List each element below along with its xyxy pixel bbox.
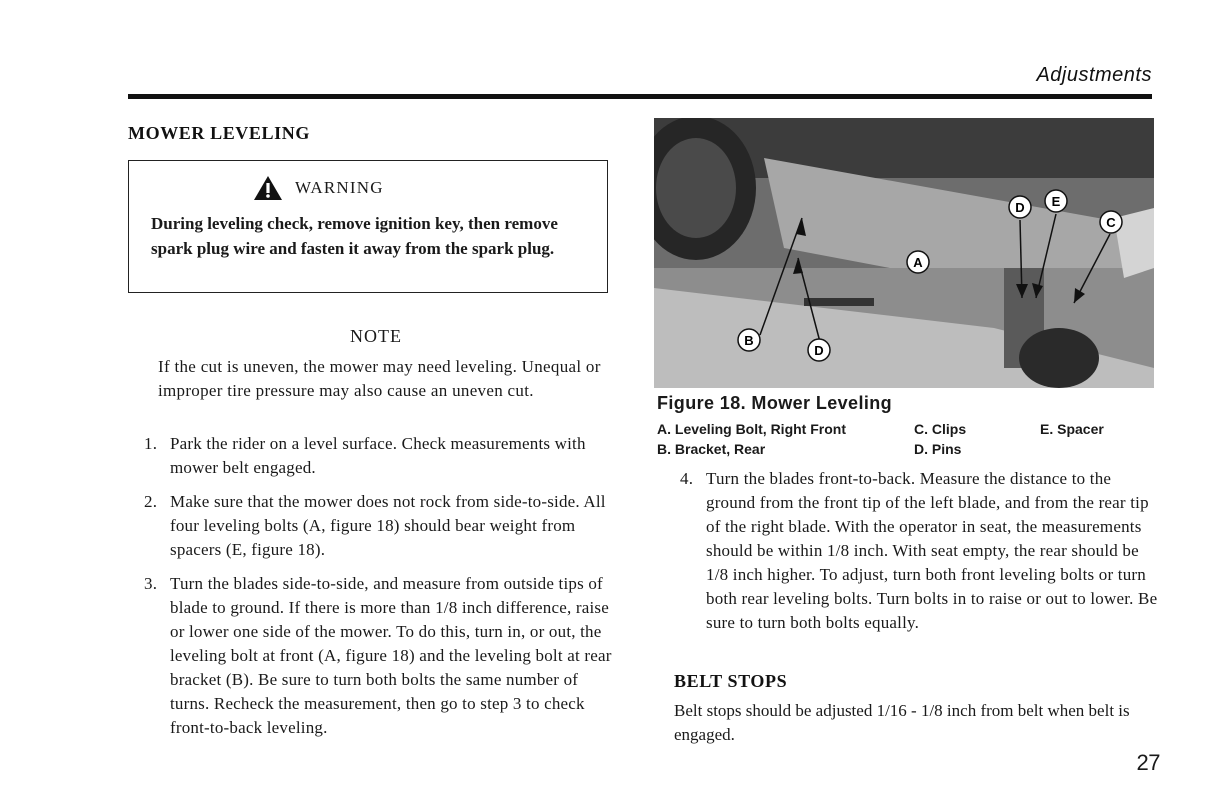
steps-list-right xyxy=(680,467,1158,645)
svg-text:C: C xyxy=(1106,215,1116,230)
warning-box xyxy=(128,160,608,293)
note-text: If the cut is uneven, the mower may need leveling. Unequal or improper tire pressure may also cause an uneven cut. xyxy=(158,357,601,400)
legend-c: C. Clips xyxy=(914,421,967,437)
step-text: Make sure that the mower does not rock from side-to-side. All four leveling bolts (A, figure 18) should bear weight from spacers (E, figure 18). xyxy=(170,492,606,559)
step-number: 4. xyxy=(680,469,694,488)
callout-a xyxy=(907,251,929,273)
legend-e: E. Spacer xyxy=(1040,421,1104,437)
callout-d-lower xyxy=(808,339,830,361)
callout-c xyxy=(1100,211,1122,233)
callout-d-upper xyxy=(1009,196,1031,218)
step-item xyxy=(144,490,622,562)
mower-photo xyxy=(654,118,1154,388)
step-text: Park the rider on a level surface. Check measurements with mower belt engaged. xyxy=(170,434,586,477)
note-label: NOTE xyxy=(350,326,402,346)
header-rule xyxy=(128,94,1152,99)
section-title: Adjustments xyxy=(1036,64,1152,86)
step-item xyxy=(144,572,622,740)
legend-b: B. Bracket, Rear xyxy=(657,441,766,457)
step-text: Turn the blades side-to-side, and measure from outside tips of blade to ground. If there is more than 1/8 inch difference, raise or lower one side of the mower. To do this, turn in, or out, the leveling bolt at front (A, figure 18) and the leveling bolt at rear bracket (B). Be sure to turn both bolts the same number of turns. Recheck the measurement, then go to step 3 to check front-to-back leveling. xyxy=(170,574,612,737)
step-item xyxy=(144,432,622,480)
step-number: 1. xyxy=(144,434,158,453)
page-number: 27 xyxy=(1136,750,1160,775)
step-item xyxy=(680,467,1158,635)
svg-text:D: D xyxy=(1015,200,1025,215)
warning-label: WARNING xyxy=(295,178,384,197)
figure-caption: Figure 18. Mower Leveling xyxy=(657,393,893,413)
step-text: Turn the blades front-to-back. Measure the distance to the ground from the front tip of the left blade, and from the rear tip of the right blade. With the operator in seat, the measurements should be within 1/8 inch. With seat empty, the rear should be 1/8 inch higher. To adjust, turn both front leveling bolts or turn both rear leveling bolts. Turn bolts in to raise or out to lower. Be sure to turn both bolts equally. xyxy=(706,469,1158,632)
svg-text:D: D xyxy=(814,343,824,358)
svg-text:E: E xyxy=(1051,194,1061,209)
legend-a: A. Leveling Bolt, Right Front xyxy=(657,421,846,437)
mower-leveling-heading: MOWER LEVELING xyxy=(128,123,310,143)
steps-list-left xyxy=(144,432,622,750)
step-number: 3. xyxy=(144,574,158,593)
legend-d: D. Pins xyxy=(914,441,962,457)
svg-text:A: A xyxy=(913,255,923,270)
svg-text:B: B xyxy=(744,333,754,348)
belt-stops-heading: BELT STOPS xyxy=(674,671,788,691)
warning-triangle-icon xyxy=(253,175,283,201)
belt-stops-text: Belt stops should be adjusted 1/16 - 1/8 inch from belt when belt is engaged. xyxy=(674,701,1130,744)
warning-text: During leveling check, remove ignition key, then remove spark plug wire and fasten it away from the spark plug. xyxy=(151,214,558,258)
step-number: 2. xyxy=(144,492,158,511)
callout-e xyxy=(1045,190,1067,212)
callout-b xyxy=(738,329,760,351)
